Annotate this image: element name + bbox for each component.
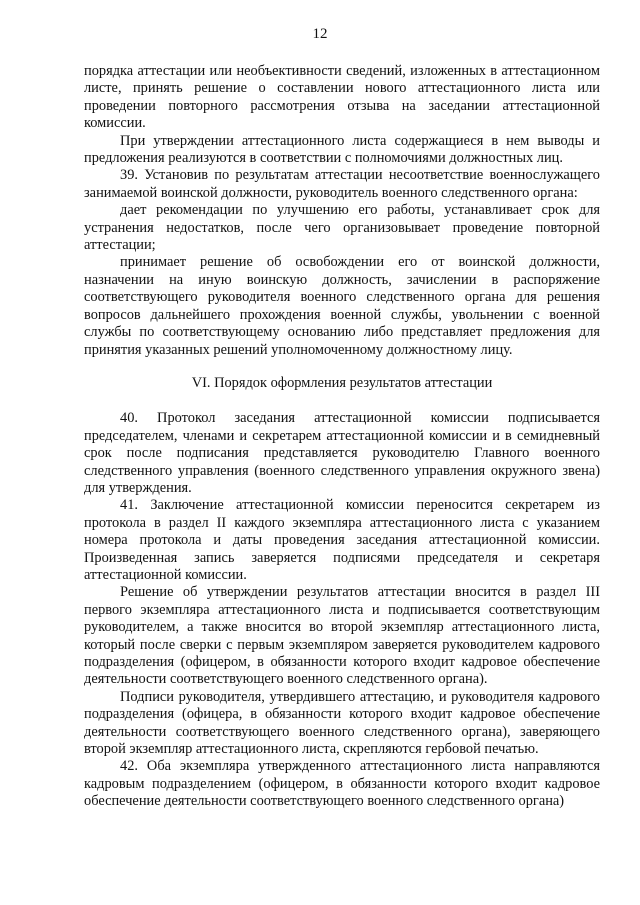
paragraph-39: 39. Установив по результатам аттестации несоответствие военнослужащего занимаемой воинской должности, руководитель военного следственного органа: xyxy=(84,167,600,201)
paragraph-41-signatures: Подписи руководителя, утвердившего аттестацию, и руководителя кадрового подразделения (офицера, в обязанности которого входит кадровое обеспечение деятельности соответствующего военного следственного органа), заверяющего второй экземпляр аттестационного листа, скрепляются гербовой печатью. xyxy=(84,688,600,758)
paragraph-41: 41. Заключение аттестационной комиссии переносится секретарем из протокола в раздел II каждого экземпляра аттестационного листа с указанием номера протокола и даты проведения заседания аттестационной комиссии. Произведенная запись заверяется подписями председателя и секретаря аттестационной комиссии. xyxy=(84,497,600,583)
paragraph-approval-conclusions: При утверждении аттестационного листа содержащиеся в нем выводы и предложения реализуются в соответствии с полномочиями должностных лиц. xyxy=(84,132,600,167)
paragraph-continuation: порядка аттестации или необъективности сведений, изложенных в аттестационном листе, принять решение о составлении нового аттестационного листа или проведении повторного рассмотрения отзыва на заседании аттестационной комиссии. xyxy=(84,63,600,132)
section-heading: VI. Порядок оформления результатов аттестации xyxy=(191,374,493,391)
paragraph-39-recommendations: дает рекомендации по улучшению его работы, устанавливает срок для устранения недостатков, после чего организовывает проведение повторной аттестации; xyxy=(84,202,600,254)
page-number: 12 xyxy=(312,26,328,42)
paragraph-41-approval-decision: Решение об утверждении результатов аттестации вносится в раздел III первого экземпляра аттестационного листа и подписывается соответствующим руководителем, а также вносится во второй экземпляр аттестационного листа, который после сверки с первым экземпляром заверяется руководителем кадрового подразделения (офицером, в обязанности которого входит кадровое обеспечение деятельности соответствующего военного следственного органа). xyxy=(84,584,600,688)
paragraph-40: 40. Протокол заседания аттестационной комиссии подписывается председателем, членами и секретарем аттестационной комиссии и в семидневный срок после подписания представляется руководителю Главного военного следственного управления (военного следственного управления окружного звена) для утверждения. xyxy=(84,410,600,496)
document-body xyxy=(84,63,600,811)
paragraph-39-decision: принимает решение об освобождении его от воинской должности, назначении на иную воинскую должность, зачислении в распоряжение соответствующего руководителя военного следственного органа для решения вопросов дальнейшего прохождения военной службы, увольнении с военной службы по соответствующему основанию либо представляет предложения для принятия указанных решений уполномоченному должностному лицу. xyxy=(84,254,600,358)
paragraph-42: 42. Оба экземпляра утвержденного аттестационного листа направляются кадровым подразделением (офицером, в обязанности которого входит кадровое обеспечение деятельности соответствующего военного следственного органа) xyxy=(84,758,600,810)
